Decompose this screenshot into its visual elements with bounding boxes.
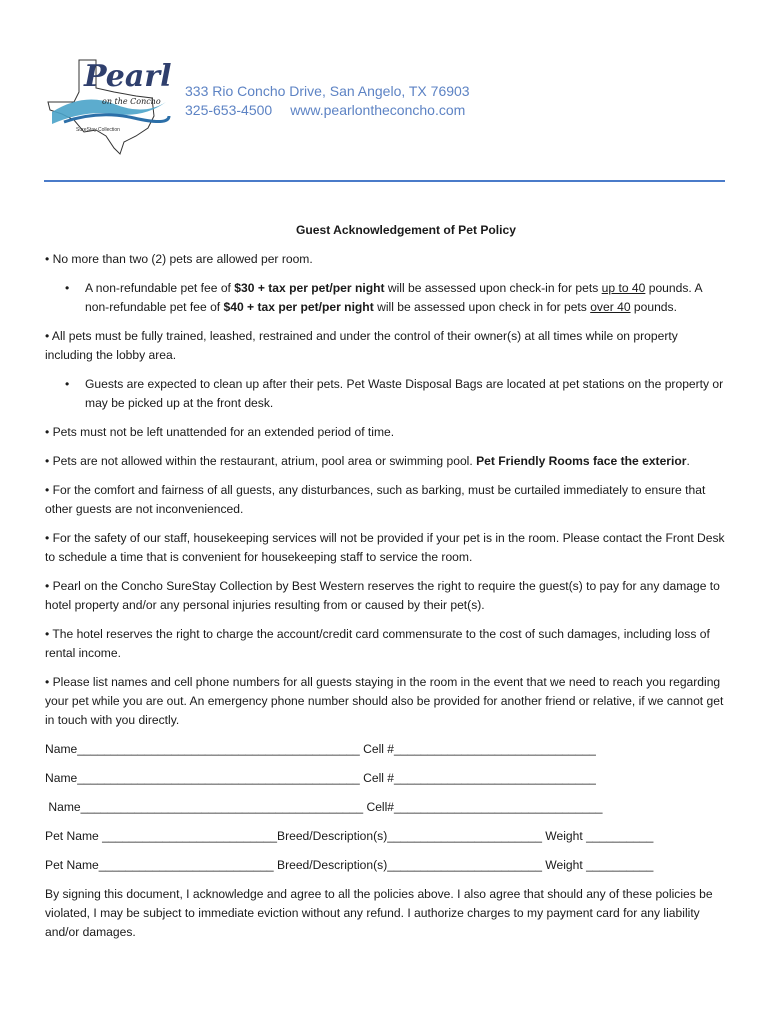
policy-restricted-areas: • Pets are not allowed within the restaurant, atrium, pool area or swimming pool. Pet Friendly Rooms face the exterior. [45,454,690,468]
policy-damage-liability: • Pearl on the Concho SureStay Collection by Best Western reserves the right to require the guest(s) to pay for any damage to hotel property and/or any personal injuries resulting from or caused by their pet(s). [45,579,720,612]
website-link[interactable]: www.pearlontheconcho.com [290,102,466,118]
policy-pet-limit: • No more than two (2) pets are allowed per room. [45,252,313,266]
pearl-logo [44,52,174,156]
header-divider [44,180,725,182]
policy-contact-info: • Please list names and cell phone numbers for all guests staying in the room in the event that we need to reach you regarding your pet while you are out. An emergency phone number should also be provided for another friend or relative, if we cannot get in touch with you directly. [45,675,724,727]
policy-disturbances: • For the comfort and fairness of all guests, any disturbances, such as barking, must be curtailed immediately to ensure that other guests are not inconvenienced. [45,483,706,516]
phone-web-row [185,101,470,120]
guest-name-cell-field[interactable]: Name__________________________________________ Cell#_______________________________ [45,800,603,814]
letterhead [44,52,734,172]
pet-details-field[interactable]: Pet Name __________________________Breed/Description(s)_______________________ Weight __________ [45,829,654,843]
phone-text: 325-653-4500 [185,102,273,118]
policy-housekeeping: • For the safety of our staff, housekeeping services will not be provided if your pet is in the room. Please contact the Front Desk to schedule a time that is convenient for housekeeping staff to service the room. [45,531,725,564]
policy-trained-leashed: • All pets must be fully trained, leashed, restrained and under the control of their owner(s) at all times while on property including the lobby area. [45,329,678,362]
policy-unattended: • Pets must not be left unattended for an extended period of time. [45,425,395,439]
logo-wordmark: Pearl [84,59,172,94]
policy-charge-card: • The hotel reserves the right to charge the account/credit card commensurate to the cost of such damages, including loss of rental income. [45,627,710,660]
policy-cleanup: • Guests are expected to clean up after their pets. Pet Waste Disposal Bags are located at pet stations on the property or may be picked up at the front desk. [65,377,724,410]
pet-policy-document [45,221,727,952]
address-text: 333 Rio Concho Drive, San Angelo, TX 76903 [185,83,470,99]
contact-block [185,82,470,120]
acknowledgement-statement: By signing this document, I acknowledge and agree to all the policies above. I also agree that should any of these policies be violated, I may be subject to immediate eviction without any refund. I authorize charges to my payment card for any liability and/or damages. [45,887,713,939]
logo-tagline: SureStay Collection [76,127,120,133]
logo-subtext: on the Concho [102,97,161,106]
guest-name-cell-field[interactable]: Name__________________________________________ Cell #______________________________ [45,771,596,785]
bullet-icon: • [65,377,70,391]
bullet-icon: • [65,281,70,295]
pet-details-field[interactable]: Pet Name__________________________ Breed/Description(s)_______________________ Weight __________ [45,858,654,872]
policy-pet-fee: • A non-refundable pet fee of $30 + tax per pet/per night will be assessed upon check-in for pets up to 40 pounds. A non-refundable pet fee of $40 + tax per pet/per night will be assessed upon check in for pets over 40 pounds. [65,281,702,314]
document-title: Guest Acknowledgement of Pet Policy [296,223,516,237]
guest-name-cell-field[interactable]: Name__________________________________________ Cell #______________________________ [45,742,596,756]
